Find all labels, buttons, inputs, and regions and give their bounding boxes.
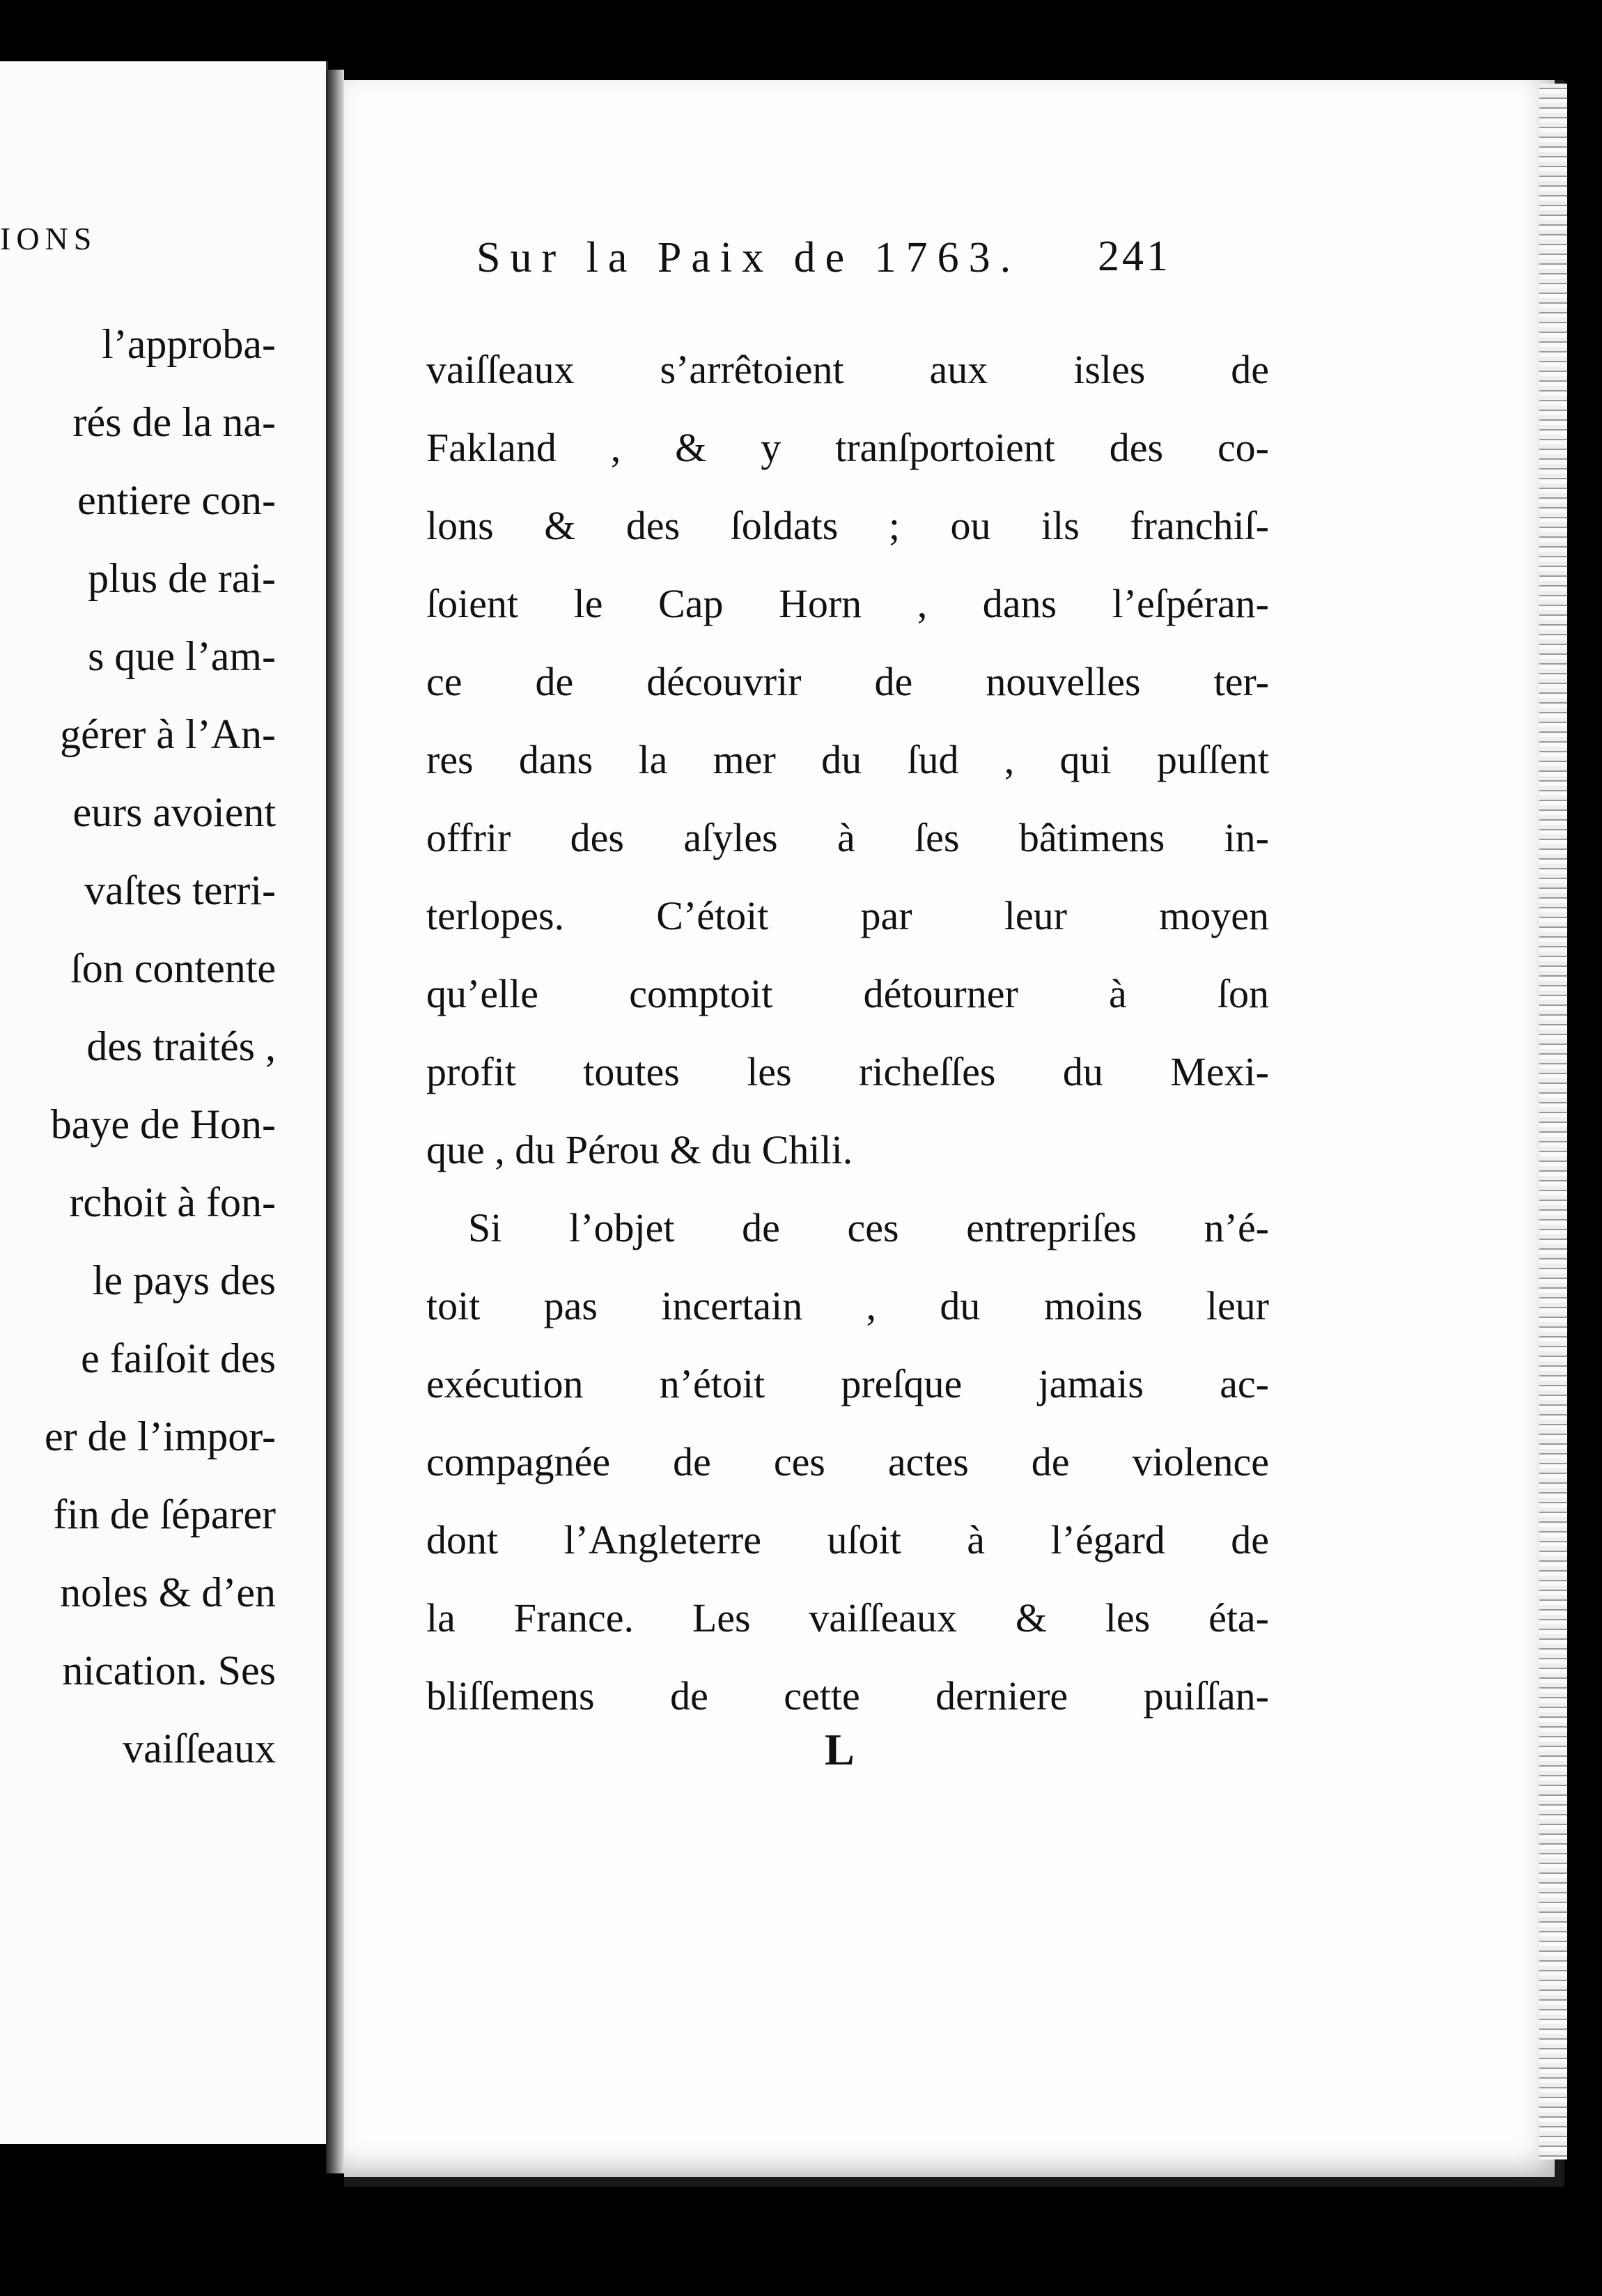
text-line: que , du Pérou & du Chili. [426,1127,853,1172]
body-text [426,331,1269,1735]
left-text-line: vaiſſeaux [123,1725,276,1771]
left-text-line: rés de la na- [72,399,276,445]
left-text-line: le pays des [92,1257,276,1303]
left-page-fragment [0,61,328,2144]
page-number: 241 [1098,233,1171,280]
running-head: Sur la Paix de 1763. [476,234,1021,281]
left-text-line: ſon contente [70,945,276,991]
text-line: qu’elle comptoit détourner à ſon [426,971,1269,1016]
left-text-line: vaſtes terri- [84,867,276,913]
text-line: bliſſemens de cette derniere puiſſan- [426,1673,1269,1719]
text-line: exécution n’étoit preſque jamais ac- [426,1361,1269,1406]
text-line: profit toutes les richeſſes du Mexi- [426,1049,1269,1094]
left-running-head: IONS [0,221,98,256]
left-text-line: des traités , [86,1023,276,1069]
text-line: ſoient le Cap Horn , dans l’eſpéran- [426,581,1269,626]
text-line: Si l’objet de ces entrepriſes n’é- [468,1205,1269,1250]
left-text-line: rchoit à fon- [69,1179,276,1225]
left-text-line: fin de ſéparer [53,1491,276,1537]
text-line: res dans la mer du ſud , qui puſſent [426,737,1269,782]
left-text-line: baye de Hon- [50,1101,276,1147]
left-page-text [0,305,276,1787]
left-text-line: entiere con- [77,477,276,523]
left-text-line: plus de rai- [88,555,276,601]
left-text-line: noles & d’en [60,1569,276,1615]
text-line: terlopes. C’étoit par leur moyen [426,893,1269,938]
text-line: dont l’Angleterre uſoit à l’égard de [426,1517,1269,1562]
left-text-line: er de l’impor- [45,1413,276,1459]
book-gutter [326,70,344,2173]
left-text-line: l’approba- [102,321,276,367]
signature-mark: L [825,1725,855,1774]
text-line: offrir des aſyles à ſes bâtimens in- [426,815,1269,860]
left-text-line: gérer à l’An- [60,711,276,757]
text-line: compagnée de ces actes de violence [426,1439,1269,1484]
left-text-line: eurs avoient [72,789,276,835]
text-line: toit pas incertain , du moins leur [426,1283,1269,1328]
text-line: lons & des ſoldats ; ou ils franchiſ- [426,503,1269,548]
text-line: Fakland , & y tranſportoient des co- [426,425,1269,470]
left-text-line: e faiſoit des [81,1335,276,1381]
text-line: la France. Les vaiſſeaux & les éta- [426,1595,1269,1640]
text-line: ce de découvrir de nouvelles ter- [426,659,1269,704]
left-text-line: nication. Ses [62,1647,276,1693]
page-fore-edge [1539,84,1567,2159]
right-page [344,80,1564,2187]
left-text-line: s que l’am- [88,633,276,679]
text-line: vaiſſeaux s’arrêtoient aux isles de [426,347,1269,392]
